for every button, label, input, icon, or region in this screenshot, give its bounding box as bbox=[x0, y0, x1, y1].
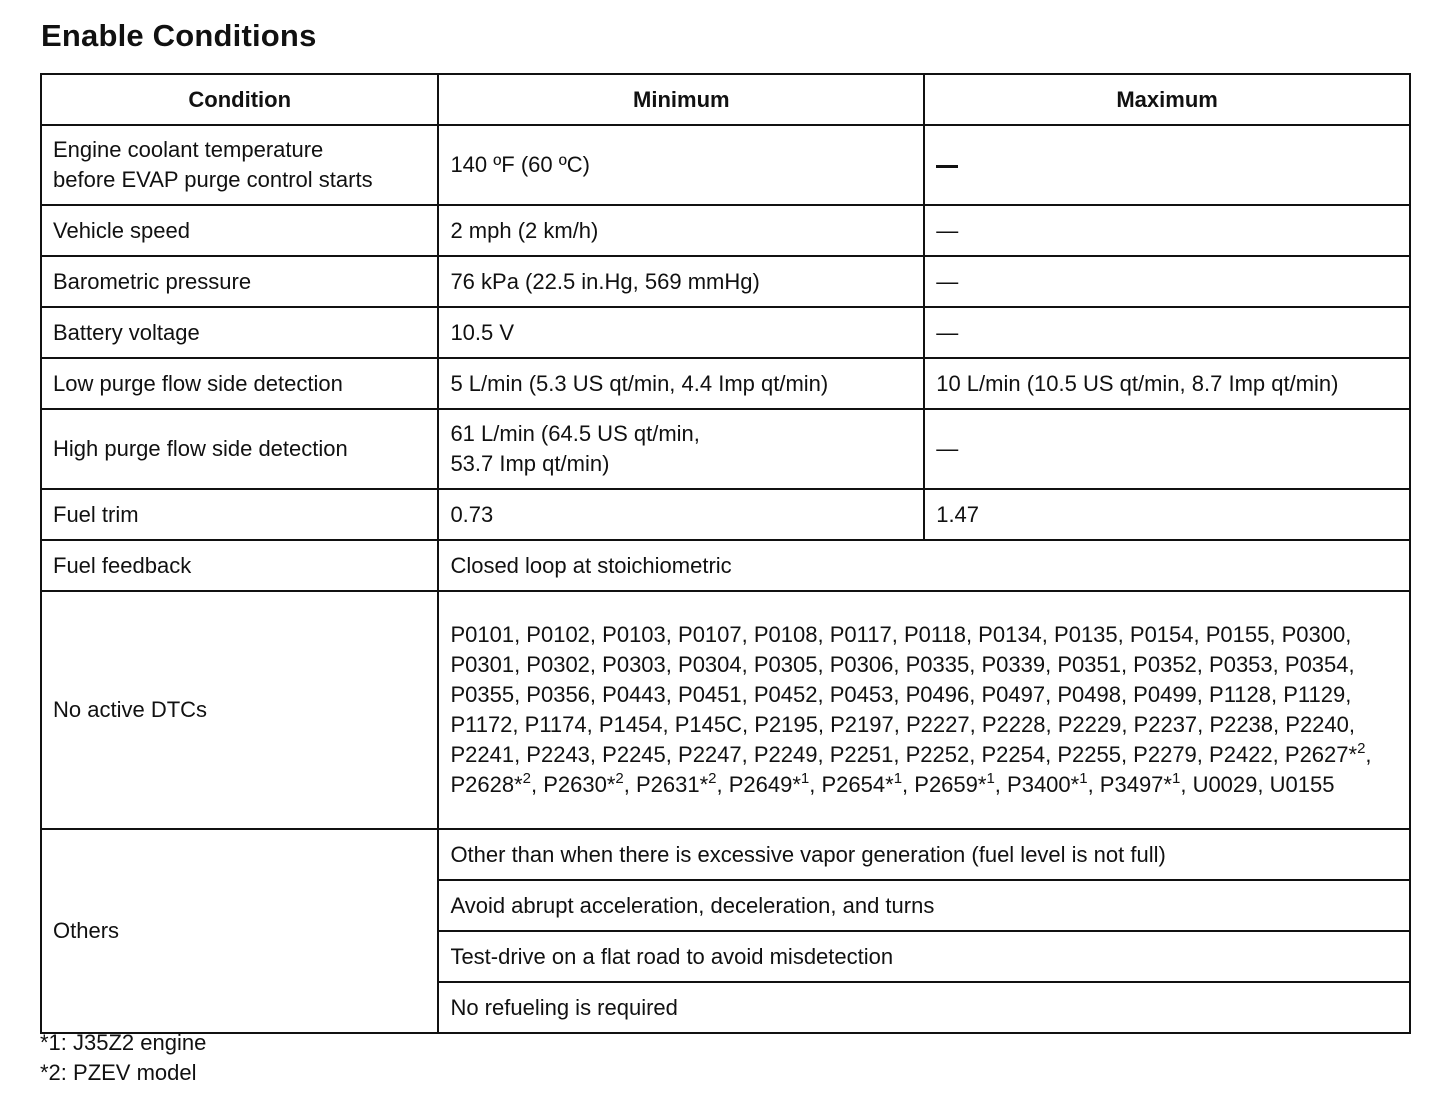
table-row bbox=[41, 256, 1410, 307]
dtc-code: P0351 bbox=[1057, 652, 1121, 677]
dtc-code: P1454 bbox=[598, 712, 663, 737]
footnote: *2: PZEV model bbox=[40, 1060, 197, 1085]
table-row bbox=[41, 829, 1410, 880]
footnote-marker: 2 bbox=[1357, 740, 1366, 757]
dtc-code: P2245 bbox=[602, 742, 666, 767]
minimum-cell: 10.5 V bbox=[438, 307, 924, 358]
minimum-cell: 76 kPa (22.5 in.Hg, 569 mmHg) bbox=[438, 256, 924, 307]
dtc-code: P2255 bbox=[1057, 742, 1121, 767]
footnote-marker: 2 bbox=[708, 770, 717, 787]
dtc-code: P0499 bbox=[1133, 682, 1197, 707]
dtc-code: P0339 bbox=[981, 652, 1046, 677]
dtc-code: P1172 bbox=[450, 712, 513, 737]
dtc-code: P0353 bbox=[1209, 652, 1273, 677]
dtc-code: P0443 bbox=[602, 682, 666, 707]
dtc-code: P2247 bbox=[678, 742, 742, 767]
condition-cell: Barometric pressure bbox=[41, 256, 438, 307]
header-minimum: Minimum bbox=[438, 74, 924, 125]
dtc-code: P2252 bbox=[905, 742, 970, 767]
dtc-code: P3497* bbox=[1099, 772, 1172, 797]
maximum-cell: 10 L/min (10.5 US qt/min, 8.7 Imp qt/min) bbox=[924, 358, 1410, 409]
table-row bbox=[41, 489, 1410, 540]
dtc-code: P0303 bbox=[602, 652, 666, 677]
table-row bbox=[41, 307, 1410, 358]
dtc-code: P2229 bbox=[1057, 712, 1122, 737]
dtc-code: P1129 bbox=[1283, 682, 1346, 707]
em-dash bbox=[936, 165, 958, 168]
dtc-code: P0103 bbox=[602, 622, 666, 647]
dtc-code: P2237 bbox=[1133, 712, 1198, 737]
dtc-code: P0155 bbox=[1205, 622, 1270, 647]
dtc-code: P0453 bbox=[829, 682, 894, 707]
maximum-cell: — bbox=[924, 409, 1410, 489]
minimum-cell: 140 ºF (60 ºC) bbox=[438, 125, 924, 205]
dtc-code: P0305 bbox=[753, 652, 818, 677]
dtc-code: P0355 bbox=[450, 682, 515, 707]
condition-cell: High purge flow side detection bbox=[41, 409, 438, 489]
dtc-code: P2628* bbox=[450, 772, 523, 797]
table-row bbox=[41, 591, 1410, 829]
table-header-row bbox=[41, 74, 1410, 125]
maximum-cell bbox=[924, 125, 1410, 205]
others-item: Other than when there is excessive vapor generation (fuel level is not full) bbox=[438, 829, 1410, 880]
footnote-marker: 1 bbox=[1171, 770, 1181, 787]
dtc-code: P0354 bbox=[1284, 652, 1349, 677]
dtc-code: P1174 bbox=[524, 712, 587, 737]
minimum-cell: 0.73 bbox=[438, 489, 924, 540]
others-item: Avoid abrupt acceleration, deceleration, and turns bbox=[438, 880, 1410, 931]
maximum-cell: — bbox=[924, 205, 1410, 256]
dtc-code: P0451 bbox=[678, 682, 742, 707]
dtc-code: P2197 bbox=[830, 712, 894, 737]
table-row bbox=[41, 540, 1410, 591]
dtc-code: P3400* bbox=[1007, 772, 1080, 797]
table-row bbox=[41, 358, 1410, 409]
condition-cell: Fuel trim bbox=[41, 489, 438, 540]
others-item: No refueling is required bbox=[438, 982, 1410, 1033]
dtc-code: P2238 bbox=[1209, 712, 1274, 737]
footnotes bbox=[40, 1028, 206, 1088]
dtc-code: P0452 bbox=[753, 682, 818, 707]
condition-cell: Fuel feedback bbox=[41, 540, 438, 591]
dtc-code: P0118 bbox=[903, 622, 966, 647]
dtc-code: P0117 bbox=[829, 622, 892, 647]
dtc-code: P0102 bbox=[526, 622, 590, 647]
footnote-marker: 1 bbox=[800, 770, 810, 787]
dtc-code: P2279 bbox=[1133, 742, 1197, 767]
condition-cell: Vehicle speed bbox=[41, 205, 438, 256]
dtc-code: P0352 bbox=[1133, 652, 1197, 677]
dtc-code: P0301 bbox=[450, 652, 515, 677]
dtc-code: P2227 bbox=[905, 712, 970, 737]
condition-cell: No active DTCs bbox=[41, 591, 438, 829]
table-row bbox=[41, 205, 1410, 256]
table-row bbox=[41, 409, 1410, 489]
condition-cell: Low purge flow side detection bbox=[41, 358, 438, 409]
table-row bbox=[41, 125, 1410, 205]
dtc-code: P2228 bbox=[981, 712, 1046, 737]
header-maximum: Maximum bbox=[924, 74, 1410, 125]
page-title: Enable Conditions bbox=[41, 18, 317, 53]
dtc-code: P0304 bbox=[678, 652, 742, 677]
dtc-code: P0108 bbox=[753, 622, 818, 647]
dtc-code: P0101 bbox=[450, 622, 515, 647]
dtc-code: P2630* bbox=[543, 772, 616, 797]
maximum-cell: — bbox=[924, 256, 1410, 307]
dtc-code: P0335 bbox=[905, 652, 970, 677]
dtc-code: P2240 bbox=[1285, 712, 1349, 737]
dtc-code: P0496 bbox=[905, 682, 970, 707]
dtc-code: P0300 bbox=[1281, 622, 1346, 647]
dtc-code: P2627* bbox=[1284, 742, 1358, 767]
dtc-code: P0497 bbox=[981, 682, 1046, 707]
condition-cell: Battery voltage bbox=[41, 307, 438, 358]
dtc-code: P2251 bbox=[829, 742, 894, 767]
footnote: *1: J35Z2 engine bbox=[40, 1030, 207, 1055]
dtc-code: P2249 bbox=[753, 742, 818, 767]
dtc-code: P0302 bbox=[526, 652, 590, 677]
dtc-code: P1128 bbox=[1209, 682, 1272, 707]
maximum-cell: — bbox=[924, 307, 1410, 358]
dtc-code: P0356 bbox=[526, 682, 590, 707]
dtc-code: P0107 bbox=[678, 622, 742, 647]
dtc-code: P2254 bbox=[981, 742, 1046, 767]
dtc-code: P2243 bbox=[526, 742, 590, 767]
dtc-code: U0029 bbox=[1192, 772, 1258, 797]
minimum-cell: 61 L/min (64.5 US qt/min, 53.7 Imp qt/min) bbox=[438, 409, 924, 489]
condition-cell: Others bbox=[41, 829, 438, 1033]
minimum-cell: 5 L/min (5.3 US qt/min, 4.4 Imp qt/min) bbox=[438, 358, 924, 409]
dtc-code: P0134 bbox=[978, 622, 1042, 647]
dtc-code: P2241 bbox=[450, 742, 515, 767]
dtc-code: P0135 bbox=[1054, 622, 1118, 647]
dtc-code: P2422 bbox=[1209, 742, 1273, 767]
dtc-list: P0101, P0102, P0103, P0107, P0108, P0117, P0118, P0134, P0135, P0154, P0155, P0300, P0301, P0302, P0303, P0304, P0305, P0306, P0335, P0339, P0351, P0352, P0353, P0354, P0355, P0356, P0443, P0451, P0452, P0453, P0496, P0497, P0498, P0499, P1128, P1129, P1172, P1174, P1454, P145C, P2195, P2197, P2227, P2228, P2229, P2237, P2238, P2240, P2241, P2243, P2245, P2247, P2249, P2251, P2252, P2254, P2255, P2279, P2422, P2627*$^2$, P2628*$^2$, P2630*$^2$, P2631*$^2$, P2649*$^1$, P2654*$^1$, P2659*$^1$, P3400*$^1$, P3497*$^1$, U0029, U0155 bbox=[438, 591, 1410, 829]
dtc-code: P2659* bbox=[914, 772, 987, 797]
dtc-code: P145C bbox=[674, 712, 743, 737]
footnote-marker: 2 bbox=[522, 770, 531, 787]
footnote-marker: 1 bbox=[893, 770, 903, 787]
maximum-cell: 1.47 bbox=[924, 489, 1410, 540]
minimum-cell: 2 mph (2 km/h) bbox=[438, 205, 924, 256]
dtc-code: P2631* bbox=[635, 772, 709, 797]
others-item: Test-drive on a flat road to avoid misdetection bbox=[438, 931, 1410, 982]
dtc-code: P2649* bbox=[728, 772, 801, 797]
footnote-marker: 1 bbox=[986, 770, 995, 787]
header-condition: Condition bbox=[41, 74, 438, 125]
dtc-code: P2654* bbox=[821, 772, 894, 797]
footnote-marker: 2 bbox=[615, 770, 624, 787]
dtc-code: U0155 bbox=[1269, 772, 1335, 797]
value-cell: Closed loop at stoichiometric bbox=[438, 540, 1410, 591]
dtc-code: P0498 bbox=[1057, 682, 1121, 707]
condition-cell: Engine coolant temperature before EVAP purge control starts bbox=[41, 125, 438, 205]
dtc-code: P0306 bbox=[829, 652, 894, 677]
enable-conditions-table bbox=[40, 73, 1411, 1034]
dtc-code: P0154 bbox=[1129, 622, 1194, 647]
dtc-code: P2195 bbox=[754, 712, 818, 737]
footnote-marker: 1 bbox=[1079, 770, 1088, 787]
